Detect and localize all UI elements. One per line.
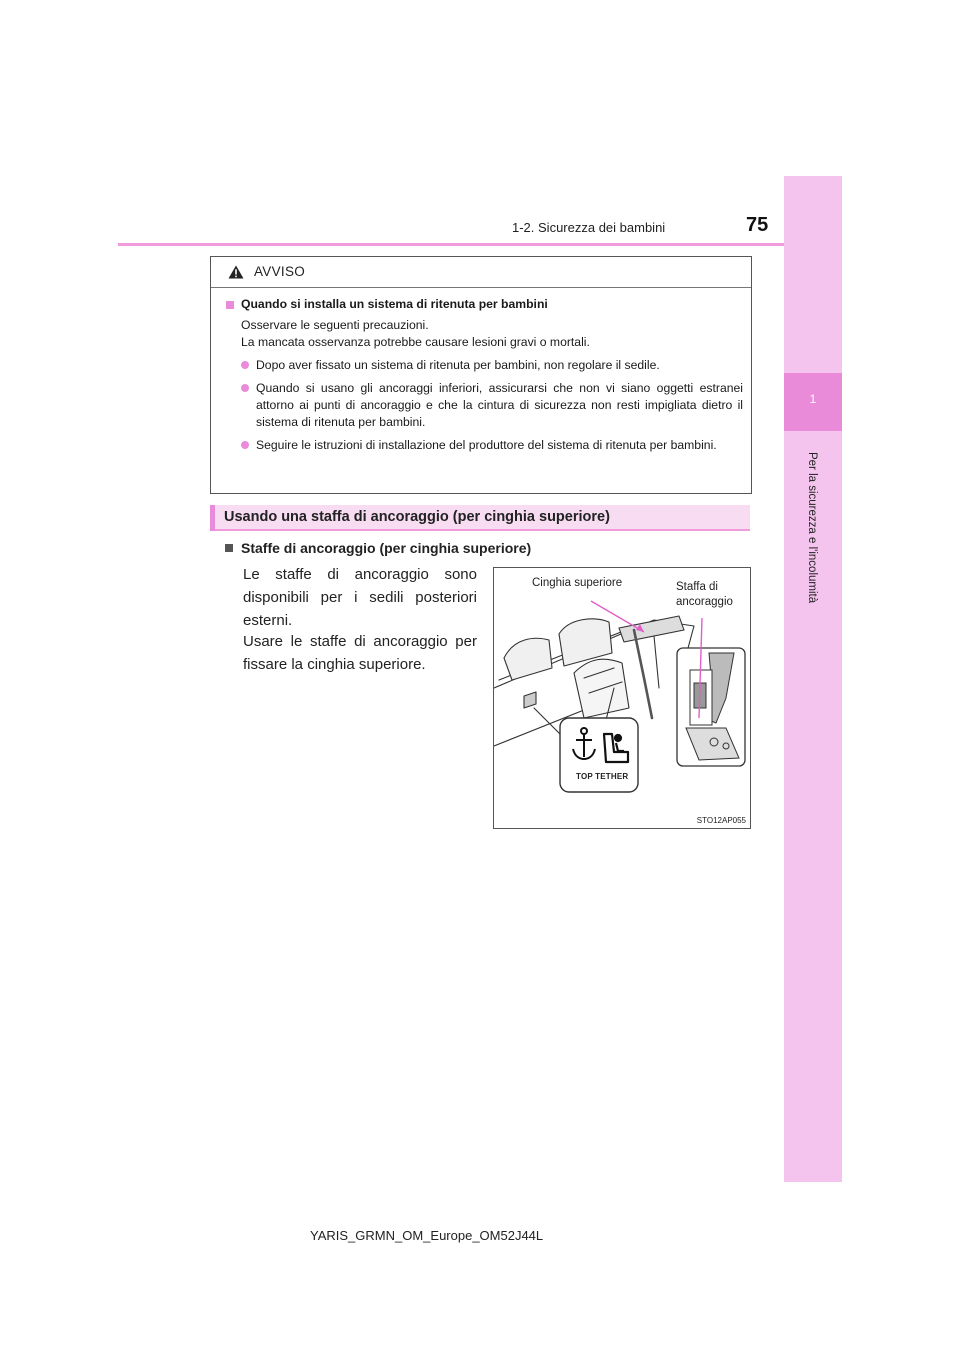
- section-heading-bar: [210, 505, 215, 531]
- footer-doc-id: YARIS_GRMN_OM_Europe_OM52J44L: [310, 1228, 544, 1243]
- warning-body: [211, 288, 751, 454]
- warning-triangle-icon: [228, 265, 244, 279]
- warning-intro-line: Osservare le seguenti precauzioni.: [241, 318, 429, 332]
- figure-code: STO12AP055: [696, 816, 746, 825]
- warning-bullet-text: Seguire le istruzioni di installazione del produttore del sistema di ritenuta per bambini.: [256, 438, 717, 452]
- body-paragraph: Usare le staffe di ancoraggio per fissare la cinghia superiore.: [243, 633, 477, 673]
- round-bullet-icon: [241, 441, 249, 449]
- warning-heading-text: Quando si installa un sistema di ritenuta per bambini: [241, 297, 548, 311]
- header-rule: [118, 243, 784, 246]
- label-top-strap: Cinghia superiore: [532, 577, 623, 589]
- zoom-panel: [677, 648, 745, 766]
- section-heading-text: Usando una staffa di ancoraggio (per cinghia superiore): [224, 509, 610, 525]
- square-bullet-icon: [225, 544, 233, 552]
- warning-heading: [226, 296, 743, 313]
- square-bullet-icon: [226, 301, 234, 309]
- warning-intro: [226, 317, 743, 351]
- page-number: 75: [746, 214, 769, 236]
- sub-heading-text: Staffe di ancoraggio (per cinghia superiore): [241, 540, 532, 556]
- label-bracket-line2: ancoraggio: [676, 596, 733, 608]
- sub-heading: [225, 540, 531, 556]
- warning-bullet-text: Dopo aver fissato un sistema di ritenuta per bambini, non regolare il sedile.: [256, 358, 660, 372]
- badge-text: TOP TETHER: [576, 772, 629, 781]
- warning-bullet: [226, 437, 743, 454]
- warning-bullet: [226, 357, 743, 374]
- child-seat-icon: [598, 730, 632, 766]
- anchor-icon: [570, 725, 598, 763]
- warning-title: AVVISO: [254, 264, 306, 279]
- chapter-label: Per la sicurezza e l'incolumità: [806, 452, 818, 604]
- warning-intro-line: La mancata osservanza potrebbe causare lesioni gravi o mortali.: [241, 335, 590, 349]
- side-strip: [784, 176, 842, 1182]
- section-heading: [210, 505, 750, 531]
- anchor-bracket-illustration: [493, 567, 751, 829]
- warning-bullet-text: Quando si usano gli ancoraggi inferiori, assicurarsi che non vi siano oggetti estranei attorno ai punti di ancoraggio e che la cintura di sicurezza non resti impigliata dietro il sistema di ritenuta per bambini.: [256, 381, 743, 429]
- warning-header: [211, 257, 751, 288]
- chapter-number: 1: [809, 392, 817, 406]
- round-bullet-icon: [241, 384, 249, 392]
- round-bullet-icon: [241, 361, 249, 369]
- section-title: 1-2. Sicurezza dei bambini: [512, 220, 666, 235]
- warning-bullet: [226, 380, 743, 431]
- label-bracket-line1: Staffa di: [676, 581, 718, 593]
- warning-box: [210, 256, 752, 494]
- body-paragraph: Le staffe di ancoraggio sono disponibili per i sedili posteriori esterni.: [243, 566, 477, 629]
